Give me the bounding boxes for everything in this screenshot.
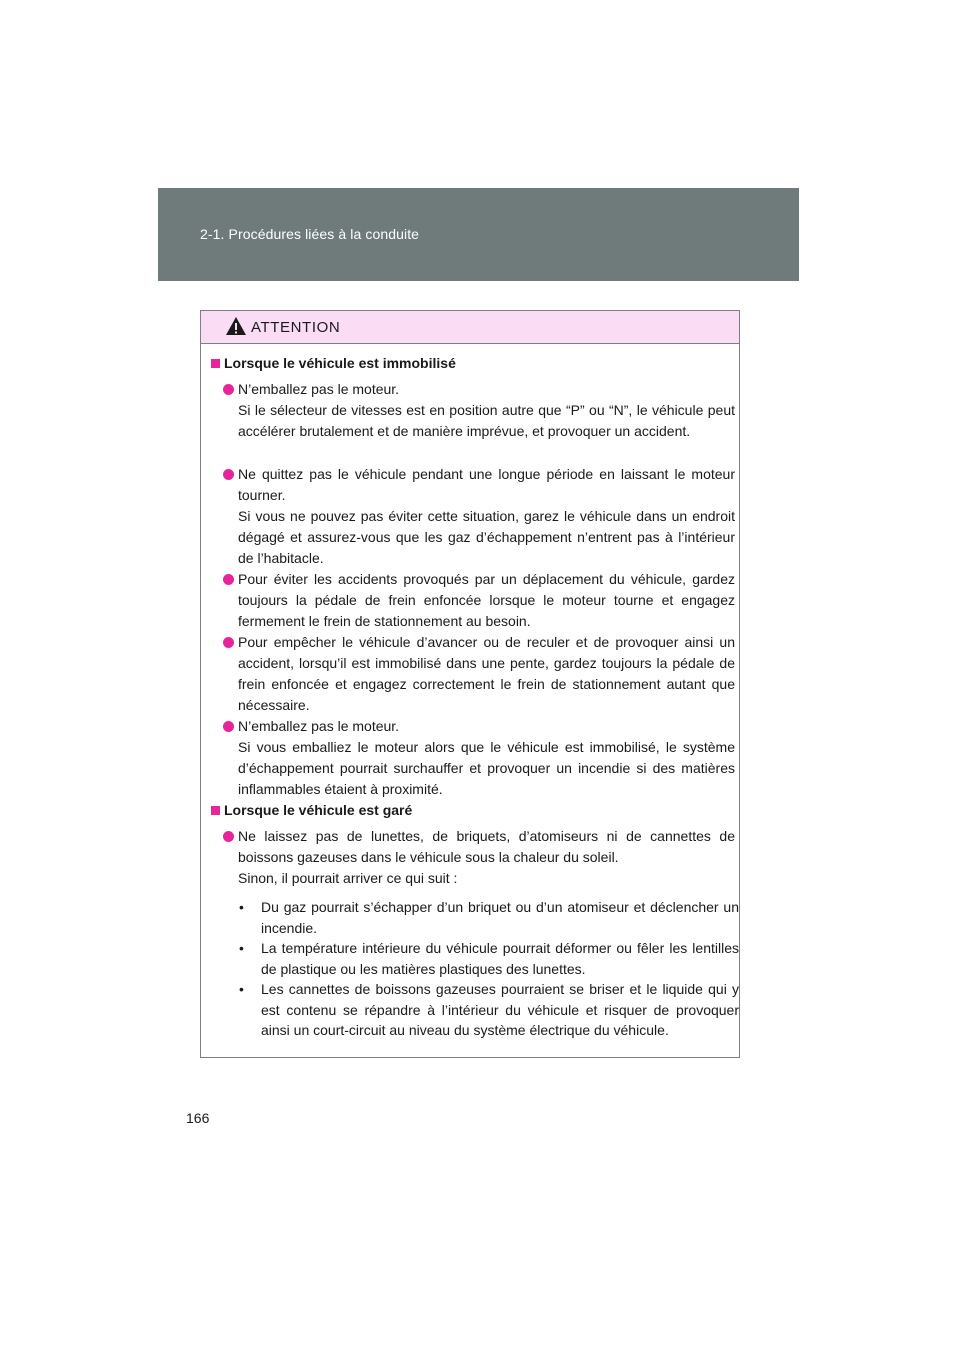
list-item: Pour éviter les accidents provoqués par un déplacement du véhicule, gardez toujours la pédale de frein enfoncée lorsque le moteur tourne et engagez fermement le frein de stationnement au besoin. (223, 569, 735, 632)
section-header-band (158, 188, 799, 281)
section-title: 2-1. Procédures liées à la conduite (200, 226, 420, 242)
sub-list-item: • La température intérieure du véhicule pourrait déformer ou fêler les lentilles de plastique ou les matières plastiques des lunettes. (239, 940, 739, 977)
round-bullet-icon (223, 721, 234, 732)
small-bullet-icon: • (239, 940, 244, 956)
sub-list-item: • Les cannettes de boissons gazeuses pourraient se briser et le liquide qui y est contenu se répandre à l’intérieur du véhicule et risquer de provoquer ainsi un court-circuit au niveau du système électrique du véhicule. (239, 981, 739, 1038)
round-bullet-icon (223, 831, 234, 842)
round-bullet-icon (223, 469, 234, 480)
section-heading-gare: Lorsque le véhicule est garé (211, 802, 412, 818)
warning-triangle-icon (225, 316, 247, 336)
square-bullet-icon (211, 806, 220, 815)
list-item: Ne laissez pas de lunettes, de briquets, d’atomiseurs ni de cannettes de boissons gazeuses dans le véhicule sous la chaleur du soleil. Sinon, il pourrait arriver ce qui suit : (223, 826, 735, 889)
warning-box (200, 310, 740, 1058)
square-bullet-icon (211, 359, 220, 368)
warning-label: ATTENTION (251, 319, 341, 336)
list-item: N’emballez pas le moteur. Si vous emballiez le moteur alors que le véhicule est immobilisé, le système d’échappement pourrait surchauffer et provoquer un incendie si des matières inflammables étaient à proximité. (223, 716, 735, 800)
round-bullet-icon (223, 384, 234, 395)
small-bullet-icon: • (239, 981, 244, 997)
list-item: N’emballez pas le moteur. Si le sélecteur de vitesses est en position autre que “P” ou “N”, le véhicule peut accélérer brutalement et de manière imprévue, et provoquer un accident. (223, 379, 735, 442)
page-number: 166 (186, 1110, 210, 1126)
list-item: Pour empêcher le véhicule d’avancer ou de reculer et de provoquer ainsi un accident, lorsqu’il est immobilisé dans une pente, gardez toujours la pédale de frein enfoncée et engagez correctement le frein de stationnement autant que nécessaire. (223, 632, 735, 716)
small-bullet-icon: • (239, 899, 244, 915)
round-bullet-icon (223, 637, 234, 648)
sub-list-item: • Du gaz pourrait s’échapper d’un briquet ou d’un atomiseur et déclencher un incendie. (239, 899, 739, 936)
section-heading-immobilise: Lorsque le véhicule est immobilisé (211, 355, 456, 371)
warning-header (201, 311, 739, 344)
round-bullet-icon (223, 574, 234, 585)
list-item: Ne quittez pas le véhicule pendant une longue période en laissant le moteur tourner. Si vous ne pouvez pas éviter cette situation, garez le véhicule dans un endroit dégagé et assurez-vous que les gaz d’échappement n’entrent pas à l’intérieur de l’habitacle. (223, 464, 735, 569)
